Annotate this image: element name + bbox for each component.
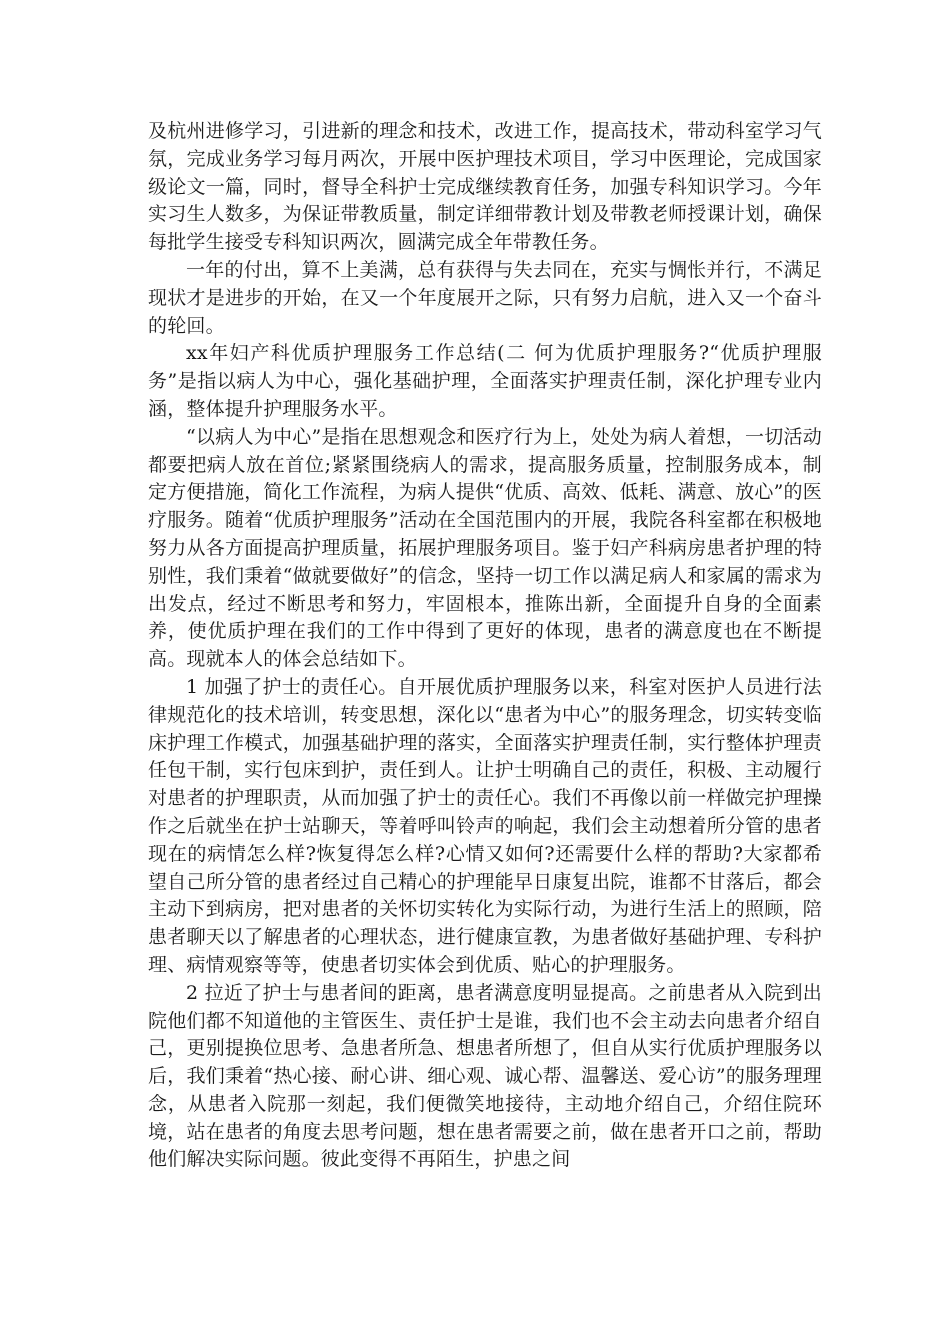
paragraph-point-2: 2 拉近了护士与患者间的距离，患者满意度明显提高。之前患者从入院到出院他们都不知道他的主管医生、责任护士是谁，我们也不会主动去向患者介绍自己，更别提换位思考、急患者所急、想患者所想了，但自从实行优质护理服务以后，我们秉着“热心接、耐心讲、细心观、诚心帮、温馨送、爱心访”的服务理理念，从患者入院那一刻起，我们便微笑地接待，主动地介绍自己，介绍住院环境，站在患者的角度去思考问题，想在患者需要之前，做在患者开口之前，帮助他们解决实际问题。彼此变得不再陌生，护患之间 xyxy=(148,981,822,1171)
paragraph-quality-definition: xx年妇产科优质护理服务工作总结(二 何为优质护理服务?“优质护理服务”是指以病人为中心，强化基础护理，全面落实护理责任制，深化护理专业内涵，整体提升护理服务水平。 xyxy=(148,342,822,420)
body-text xyxy=(148,118,822,1174)
paragraph-point-1: 1 加强了护士的责任心。自开展优质护理服务以来，科室对医护人员进行法律规范化的技术培训，转变思想，深化以“患者为中心”的服务理念，切实转变临床护理工作模式，加强基础护理的落实，全面落实护理责任制，实行整体护理责任包干制，实行包床到护，责任到人。让护士明确自己的责任，积极、主动履行对患者的护理职责，从而加强了护士的责任心。我们不再像以前一样做完护理操作之后就坐在护士站聊天，等着呼叫铃声的响起，我们会主动想着所分管的患者现在的病情怎么样?恢复得怎么样?心情又如何?还需要什么样的帮助?大家都希望自己所分管的患者经过自己精心的护理能早日康复出院，谁都不甘落后，都会主动下到病房，把对患者的关怀切实转化为实际行动，为进行生活上的照顾，陪患者聊天以了解患者的心理状态，进行健康宣教，为患者做好基础护理、专科护理、病情观察等等，使患者切实体会到优质、贴心的护理服务。 xyxy=(148,675,822,976)
paragraph-year-summary: 一年的付出，算不上美满，总有获得与失去同在，充实与惆怅并行，不满足现状才是进步的开始，在又一个年度展开之际，只有努力启航，进入又一个奋斗的轮回。 xyxy=(148,258,822,337)
paragraph-continuation: 及杭州进修学习，引进新的理念和技术，改进工作，提高技术，带动科室学习气氛，完成业务学习每月两次，开展中医护理技术项目，学习中医理论，完成国家级论文一篇，同时，督导全科护士完成继续教育任务，加强专科知识学习。今年实习生人数多，为保证带教质量，制定详细带教计划及带教老师授课计划，确保每批学生接受专科知识两次，圆满完成全年带教任务。 xyxy=(148,120,822,254)
paragraph-patient-centered: “以病人为中心”是指在思想观念和医疗行为上，处处为病人着想，一切活动都要把病人放在首位;紧紧围绕病人的需求，提高服务质量，控制服务成本，制定方便措施，简化工作流程，为病人提供“优质、高效、低耗、满意、放心”的医疗服务。随着“优质护理服务”活动在全国范围内的开展，我院各科室都在积极地努力从各方面提高护理质量，拓展护理服务项目。鉴于妇产科病房患者护理的特别性，我们秉着“做就要做好”的信念，坚持一切工作以满足病人和家属的需求为出发点，经过不断思考和努力，牢固根本，推陈出新，全面提升自身的全面素养，使优质护理在我们的工作中得到了更好的体现，患者的满意度也在不断提高。现就本人的体会总结如下。 xyxy=(148,425,822,671)
